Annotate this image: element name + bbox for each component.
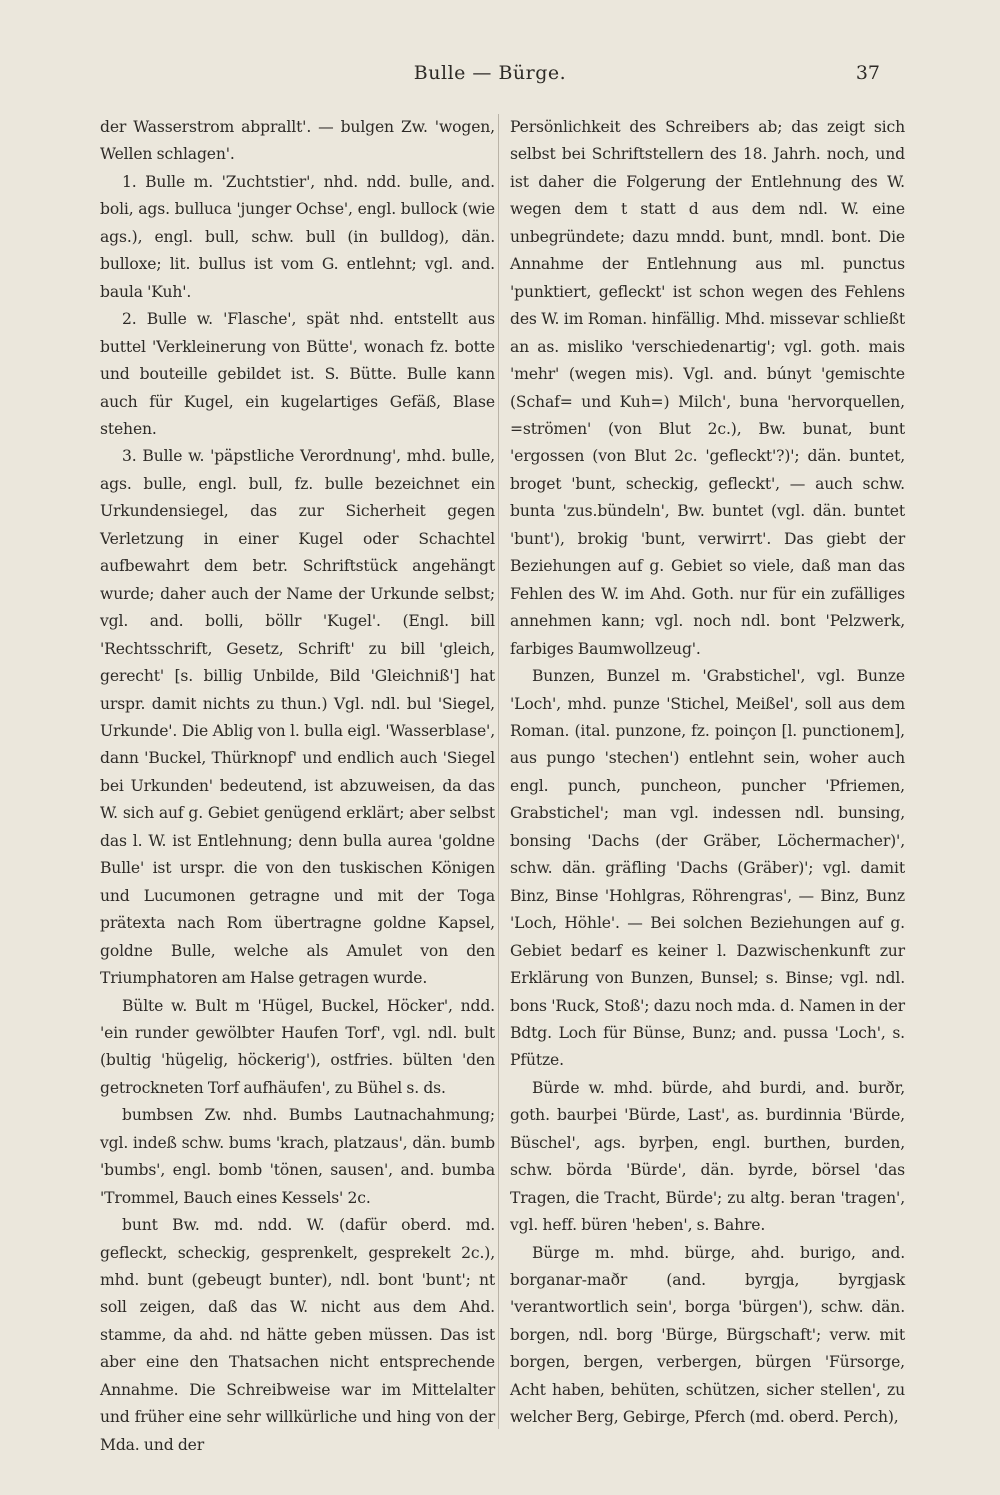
entry-bunt-continued: Persönlichkeit des Schreibers ab; das zeigt sich selbst bei Schriftstellern des 18. Jahrh. noch, und ist daher die Folgerung der Entlehnung des W. wegen dem t statt d aus dem ndl. W. eine unbegründete; dazu mndd. bunt, mndl. bont. Die Annahme der Entlehnung aus ml. punctus 'punktiert, gefleckt' ist schon wegen des Fehlens des W. im Roman. hinfällig. Mhd. missevar schließt an as. misliko 'verschiedenartig'; vgl. goth. mais 'mehr' (wegen mis). Vgl. and. búnyt 'gemischte (Schaf= und Kuh=) Milch', buna 'hervorquellen, =strömen' (von Blut 2c.), Bw. bunat, bunt 'ergossen (von Blut 2c. 'gefleckt'?)'; dän. buntet, broget 'bunt, scheckig, gefleckt', — auch schw. bunta 'zus.bündeln', Bw. buntet (vgl. dän. buntet 'bunt'), brokig 'bunt, verwirrt'. Das giebt der Beziehungen auf g. Gebiet so viele, daß man das Fehlen des W. im Ahd. Goth. nur für ein zufälliges annehmen kann; vgl. noch ndl. bont 'Pelzwerk, farbiges Baumwollzeug'. <box>510 118 905 658</box>
entry-bulle-2: 2. Bulle w. 'Flasche', spät nhd. entstellt aus buttel 'Verkleinerung von Bütte', wonach fz. botte und bouteille gebildet ist. S. Bütte. Bulle kann auch für Kugel, ein kugelartiges Gefäß, Blase stehen. <box>100 310 495 438</box>
entry-paragraph: der Wasserstrom abprallt'. — bulgen Zw. 'wogen, Wellen schlagen'. <box>100 118 495 164</box>
entry-buelte: Bülte w. Bult m 'Hügel, Buckel, Höcker', ndd. 'ein runder gewölbter Haufen Torf', vgl. ndl. bult (bultig 'hügelig, höckerig'), ostfries. bülten 'den getrockneten Torf aufhäufen', zu Bühel s. ds. <box>100 996 495 1097</box>
page-number: 37 <box>855 62 880 84</box>
page-header <box>100 62 880 96</box>
right-column <box>510 114 905 1434</box>
entry-bulle-3: 3. Bulle w. 'päpstliche Verordnung', mhd. bulle, ags. bulle, engl. bull, fz. bulle bezeichnet ein Urkundensiegel, das zur Sicherheit gegen Verletzung in einer Kugel oder Schachtel aufbewahrt dem betr. Schriftstück angehängt wurde; daher auch der Name der Urkunde selbst; vgl. and. bolli, böllr 'Kugel'. (Engl. bill 'Rechtsschrift, Gesetz, Schrift' zu bill 'gleich, gerecht' [s. billig Unbilde, Bild 'Gleichniß'] hat urspr. damit nichts zu thun.) Vgl. ndl. bul 'Siegel, Urkunde'. Die Ablig von l. bulla eigl. 'Wasserblase', dann 'Buckel, Thürknopf' und endlich auch 'Siegel bei Urkunden' bedeutend, ist abzuweisen, da das W. sich auf g. Gebiet genügend erklärt; aber selbst das l. W. ist Entlehnung; denn bulla aurea 'goldne Bulle' ist urspr. die von den tuskischen Königen und Lucumonen getragne und mit der Toga prätexta nach Rom übertragne goldne Kapsel, goldne Bulle, welche als Amulet von den Triumphatoren am Halse getragen wurde. <box>100 447 495 988</box>
entry-buerde: Bürde w. mhd. bürde, ahd burdi, and. burðr, goth. baurþei 'Bürde, Last', as. burdinnia 'Bürde, Büschel', ags. byrþen, engl. burthen, burden, schw. börda 'Bürde', dän. byrde, börsel 'das Tragen, die Tracht, Bürde'; zu altg. beran 'tragen', vgl. heff. büren 'heben', s. Bahre. <box>510 1078 905 1235</box>
running-title: Bulle — Bürge. <box>413 62 567 84</box>
left-column <box>100 114 495 1454</box>
entry-bunt: bunt Bw. md. ndd. W. (dafür oberd. md. gefleckt, scheckig, gesprenkelt, gesprekelt 2c.), mhd. bunt (gebeugt bunter), ndl. bont 'bunt'; nt soll zeigen, daß das W. nicht aus dem Ahd. stamme, da ahd. nd hätte geben müssen. Das ist aber eine den Thatsachen nicht entsprechende Annahme. Die Schreibweise war im Mittelalter und früher eine sehr willkürliche und hing von der Mda. und der <box>100 1216 495 1454</box>
entry-bulle-1: 1. Bulle m. 'Zuchtstier', nhd. ndd. bulle, and. boli, ags. bulluca 'junger Ochse', engl. bullock (wie ags.), engl. bull, schw. bull (in bulldog), dän. bulloxe; lit. bullus ist vom G. entlehnt; vgl. and. baula 'Kuh'. <box>100 172 495 301</box>
entry-buerge: Bürge m. mhd. bürge, ahd. burigo, and. borganar-maðr (and. byrgja, byrgjask 'verantwortlich sein', borga 'bürgen'), schw. dän. borgen, ndl. borg 'Bürge, Bürgschaft'; verw. mit borgen, bergen, verbergen, bürgen 'Fürsorge, Acht haben, behüten, schützen, sicher stellen', zu welcher Berg, Gebirge, Pferch (md. oberd. Perch), <box>510 1243 905 1427</box>
entry-bumbsen: bumbsen Zw. nhd. Bumbs Lautnachahmung; vgl. indeß schw. bums 'krach, platzaus', dän. bumb 'bumbs', engl. bomb 'tönen, sausen', and. bumba 'Trommel, Bauch eines Kessels' 2c. <box>100 1106 495 1207</box>
entry-bunzen: Bunzen, Bunzel m. 'Grabstichel', vgl. Bunze 'Loch', mhd. punze 'Stichel, Meißel', soll aus dem Roman. (ital. punzone, fz. poinçon [l. punctionem], aus pungo 'stechen') entlehnt sein, woher auch engl. punch, puncheon, puncher 'Pfriemen, Grabstichel'; man vgl. indessen ndl. bunsing, bonsing 'Dachs (der Gräber, Löchermacher)', schw. dän. gräfling 'Dachs (Gräber)'; vgl. damit Binz, Binse 'Hohlgras, Röhrengras', — Binz, Bunz 'Loch, Höhle'. — Bei solchen Beziehungen auf g. Gebiet bedarf es keiner l. Dazwischenkunft zur Erklärung von Bunzen, Bunsel; s. Binse; vgl. ndl. bons 'Ruck, Stoß'; dazu noch mda. d. Namen in der Bdtg. Loch für Bünse, Bunz; and. pussa 'Loch', s. Pfütze. <box>510 667 905 1070</box>
column-divider <box>498 114 499 1429</box>
